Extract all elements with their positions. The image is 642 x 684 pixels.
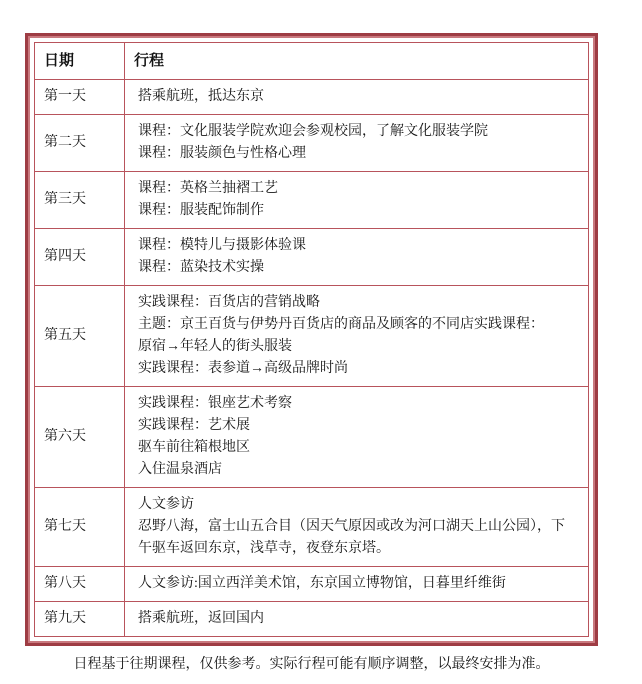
itinerary-line: 课程：服装颜色与性格心理 <box>138 146 306 161</box>
day-cell: 第一天 <box>35 80 125 115</box>
itinerary-cell <box>125 80 589 115</box>
itinerary-table <box>34 42 589 637</box>
table-row <box>35 115 589 172</box>
itinerary-line: 驱车前往箱根地区 <box>138 440 250 455</box>
itinerary-line: 原宿→年轻人的街头服装 <box>138 339 292 354</box>
table-row <box>35 387 589 488</box>
itinerary-table-frame <box>25 33 598 646</box>
itinerary-line: 实践课程：表参道→高级品牌时尚 <box>138 361 348 376</box>
day-cell: 第二天 <box>35 115 125 172</box>
itinerary-line: 课程：模特儿与摄影体验课 <box>138 238 306 253</box>
itinerary-line: 实践课程：百货店的营销战略 <box>138 295 320 310</box>
itinerary-table-frame-inner <box>28 36 595 643</box>
itinerary-line: 课程：文化服装学院欢迎会参观校园，了解文化服装学院 <box>138 124 488 139</box>
itinerary-line: 入住温泉酒店 <box>138 462 222 477</box>
itinerary-line: 搭乘航班，抵达东京 <box>138 89 264 104</box>
table-row <box>35 286 589 387</box>
day-cell: 第五天 <box>35 286 125 387</box>
itinerary-line: 实践课程：银座艺术考察 <box>138 396 292 411</box>
table-row <box>35 80 589 115</box>
itinerary-line: 课程：服装配饰制作 <box>138 203 264 218</box>
itinerary-line: 人文参访:国立西洋美术馆，东京国立博物馆，日暮里纤维街 <box>138 576 506 591</box>
itinerary-line: 课程：蓝染技术实操 <box>138 260 264 275</box>
day-cell: 第三天 <box>35 172 125 229</box>
footer-note: 日程基于往期课程，仅供参考。实际行程可能有顺序调整，以最终安排为准。 <box>73 657 550 672</box>
day-cell: 第四天 <box>35 229 125 286</box>
itinerary-line: 实践课程：艺术展 <box>138 418 250 433</box>
itinerary-cell <box>125 602 589 637</box>
itinerary-line: 搭乘航班，返回国内 <box>138 611 264 626</box>
itinerary-line: 人文参访 <box>138 497 194 512</box>
day-cell: 第九天 <box>35 602 125 637</box>
table-row <box>35 229 589 286</box>
itinerary-cell <box>125 115 589 172</box>
table-row <box>35 567 589 602</box>
table-row <box>35 172 589 229</box>
itinerary-line: 主题：京王百货与伊势丹百货店的商品及顾客的不同店实践课程： <box>138 317 544 332</box>
table-row <box>35 602 589 637</box>
itinerary-cell <box>125 229 589 286</box>
itinerary-line: 忍野八海，富士山五合目（因天气原因或改为河口湖天上山公园），下午驱车返回东京，浅草寺，夜登东京塔。 <box>138 519 565 556</box>
itinerary-cell <box>125 286 589 387</box>
column-header-date: 日期 <box>35 43 125 80</box>
itinerary-line: 课程：英格兰抽褶工艺 <box>138 181 278 196</box>
header-row <box>35 43 589 80</box>
day-cell: 第八天 <box>35 567 125 602</box>
itinerary-cell <box>125 172 589 229</box>
itinerary-cell <box>125 488 589 567</box>
day-cell: 第六天 <box>35 387 125 488</box>
column-header-itinerary: 行程 <box>125 43 589 80</box>
itinerary-cell <box>125 567 589 602</box>
day-cell: 第七天 <box>35 488 125 567</box>
table-row <box>35 488 589 567</box>
itinerary-cell <box>125 387 589 488</box>
